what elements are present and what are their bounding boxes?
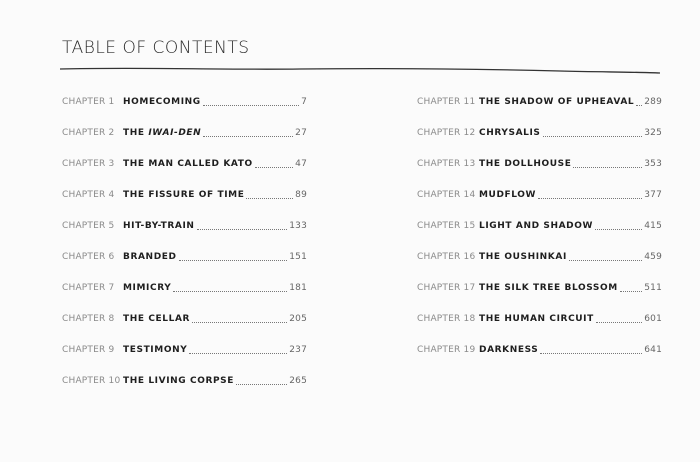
dot-leader [540, 344, 642, 354]
chapter-label: CHAPTER 8 [62, 314, 115, 324]
toc-entry[interactable] [62, 96, 307, 127]
chapter-title: THE FISSURE OF TIME [123, 190, 245, 200]
chapter-label: CHAPTER 4 [62, 190, 115, 200]
page-number: 325 [644, 128, 662, 138]
dot-leader [538, 189, 642, 199]
chapter-label: CHAPTER 1 [62, 97, 115, 107]
chapter-label: CHAPTER 2 [62, 128, 115, 138]
toc-entry[interactable] [417, 189, 662, 220]
toc-entry[interactable] [62, 344, 307, 375]
dot-leader [246, 189, 293, 199]
chapter-title: MIMICRY [123, 283, 172, 293]
page-number: 205 [289, 314, 307, 324]
chapter-label: CHAPTER 7 [62, 283, 115, 293]
toc-entry[interactable] [417, 158, 662, 189]
toc-entry[interactable] [62, 282, 307, 313]
chapter-title: HIT-BY-TRAIN [123, 221, 195, 231]
chapter-title: IWAI-DEN [148, 128, 202, 138]
chapter-title: LIGHT AND SHADOW [479, 221, 594, 231]
toc-entry[interactable] [62, 189, 307, 220]
chapter-label: CHAPTER 16 [417, 252, 476, 262]
chapter-title: DARKNESS [479, 345, 539, 355]
toc-entry[interactable] [417, 127, 662, 158]
chapter-title: BRANDED [123, 252, 177, 262]
dot-leader [595, 220, 642, 230]
toc-entry[interactable] [417, 251, 662, 282]
page-title: TABLE OF CONTENTS [62, 38, 250, 58]
page-number: 601 [644, 314, 662, 324]
chapter-label: CHAPTER 12 [417, 128, 476, 138]
page-number: 133 [289, 221, 307, 231]
dot-leader [236, 375, 287, 385]
chapter-label: CHAPTER 6 [62, 252, 115, 262]
dot-leader [596, 313, 642, 323]
page-number: 353 [644, 159, 662, 169]
page-number: 377 [644, 190, 662, 200]
dot-leader [203, 127, 293, 137]
toc-entry[interactable] [417, 96, 662, 127]
chapter-label: CHAPTER 19 [417, 345, 476, 355]
toc-entry[interactable] [417, 313, 662, 344]
dot-leader [192, 313, 287, 323]
toc-entry[interactable] [62, 375, 307, 406]
chapter-label: CHAPTER 15 [417, 221, 476, 231]
dot-leader [255, 158, 293, 168]
toc-entry[interactable] [417, 282, 662, 313]
toc-entry[interactable] [62, 220, 307, 251]
dot-leader [189, 344, 287, 354]
chapter-label: CHAPTER 9 [62, 345, 115, 355]
chapter-label: CHAPTER 13 [417, 159, 476, 169]
chapter-title: THE DOLLHOUSE [479, 159, 572, 169]
chapter-title: THE LIVING CORPSE [123, 376, 235, 386]
chapter-title-prefix: THE [123, 128, 149, 138]
page-number: 181 [289, 283, 307, 293]
dot-leader [620, 282, 642, 292]
chapter-title: MUDFLOW [479, 190, 537, 200]
page-number: 7 [301, 97, 307, 107]
chapter-title: CHRYSALIS [479, 128, 541, 138]
toc-entry[interactable] [62, 158, 307, 189]
dot-leader [179, 251, 288, 261]
toc-entry[interactable] [62, 313, 307, 344]
chapter-label: CHAPTER 11 [417, 97, 476, 107]
page-number: 47 [295, 159, 307, 169]
toc-entry[interactable] [62, 251, 307, 282]
chapter-label: CHAPTER 5 [62, 221, 115, 231]
chapter-label: CHAPTER 18 [417, 314, 476, 324]
page-number: 511 [644, 283, 662, 293]
page-number: 237 [289, 345, 307, 355]
toc-entry[interactable] [417, 344, 662, 375]
chapter-label: CHAPTER 3 [62, 159, 115, 169]
chapter-title: THE SHADOW OF UPHEAVAL [479, 97, 635, 107]
chapter-title: THE MAN CALLED KATO [123, 159, 253, 169]
chapter-label: CHAPTER 10 [62, 376, 121, 386]
chapter-label: CHAPTER 17 [417, 283, 476, 293]
dot-leader [173, 282, 287, 292]
chapter-title: TESTIMONY [123, 345, 188, 355]
page-number: 265 [289, 376, 307, 386]
title-rule [60, 63, 660, 75]
dot-leader [573, 158, 642, 168]
page-number: 151 [289, 252, 307, 262]
chapter-title: THE HUMAN CIRCUIT [479, 314, 594, 324]
page-number: 415 [644, 221, 662, 231]
page-number: 641 [644, 345, 662, 355]
toc-column-right [417, 96, 662, 375]
dot-leader [569, 251, 642, 261]
chapter-title: THE SILK TREE BLOSSOM [479, 283, 618, 293]
toc-entry[interactable] [417, 220, 662, 251]
chapter-title: THE CELLAR [123, 314, 191, 324]
page-number: 27 [295, 128, 307, 138]
page-number: 89 [295, 190, 307, 200]
chapter-label: CHAPTER 14 [417, 190, 476, 200]
dot-leader [543, 127, 643, 137]
chapter-title: HOMECOMING [123, 97, 201, 107]
dot-leader [203, 96, 299, 106]
page-number: 459 [644, 252, 662, 262]
toc-column-left [62, 96, 307, 406]
dot-leader [197, 220, 288, 230]
dot-leader [636, 96, 642, 106]
page-number: 289 [644, 97, 662, 107]
chapter-title: THE OUSHINKAI [479, 252, 567, 262]
toc-entry[interactable] [62, 127, 307, 158]
